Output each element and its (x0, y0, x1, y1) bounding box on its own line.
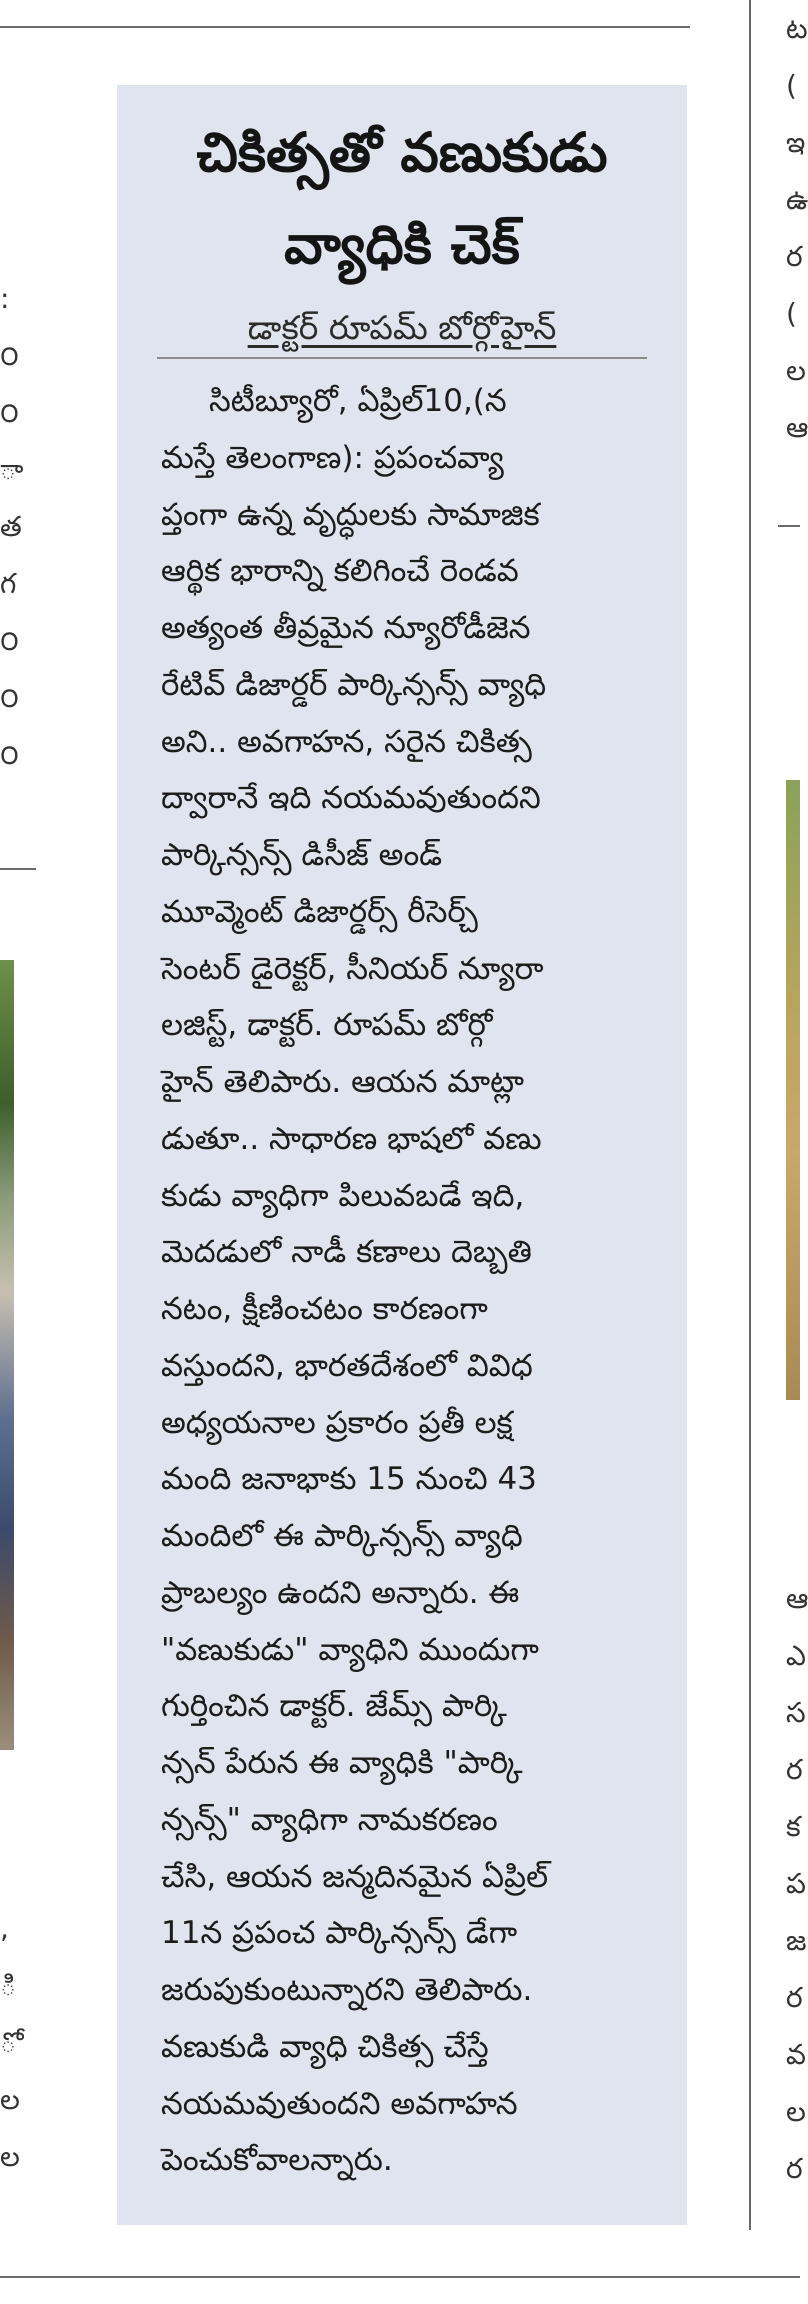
fragment-line: జ (786, 1924, 807, 1957)
fragment-line: ి (0, 1969, 17, 2002)
fragment-line: ఎ (786, 1639, 806, 1672)
fragment-line: : (0, 282, 10, 315)
body-line: మంది జనాభాకు 15 నుంచి 43 (161, 1461, 537, 1498)
fragment-line: ౦ (0, 396, 19, 429)
body-line: సిటీబ్యూరో, ఏప్రిల్10,(న (209, 383, 507, 419)
top-rule (0, 26, 690, 28)
body-line: 11న ప్రపంచ పార్కిన్సన్స్ డేగా (161, 1915, 518, 1952)
right-column-text-bottom (786, 1570, 808, 2197)
right-section-rule (778, 525, 800, 527)
fragment-line: ట (786, 12, 808, 45)
fragment-line: ర (786, 1981, 803, 2014)
body-line: సెంటర్ డైరెక్టర్, సీనియర్ న్యూరా (161, 950, 544, 987)
byline: డాక్టర్ రూపమ్ బోర్గోహైన్ (247, 308, 557, 347)
body-line: మెదడులో నాడీ కణాలు దెబ్బతి (161, 1234, 532, 1271)
fragment-line: ౦ (0, 738, 19, 771)
fragment-line: ల (0, 2140, 20, 2173)
body-line: ప్తంగా ఉన్న వృద్ధులకు సామాజిక (161, 496, 540, 533)
body-line: డుతూ.. సాధారణ భాషలో వణు (161, 1120, 542, 1157)
column-divider (749, 0, 751, 2230)
fragment-line: ప (786, 1867, 806, 1900)
fragment-line: ౦ (0, 624, 19, 657)
body-line: పెంచుకోవాలన్నారు. (161, 2142, 393, 2179)
body-line: జరుపుకుంటున్నారని తెలిపారు. (161, 1972, 533, 2008)
body-line: లజిస్ట్, డాక్టర్. రూపమ్ బోర్గో (161, 1007, 493, 1044)
body-line: మూవ్మెంట్ డిజార్డర్స్ రీసెర్చ్ (161, 893, 478, 930)
fragment-line: గ (0, 567, 17, 600)
fragment-line: , (0, 1912, 9, 1945)
right-photo-fragment (786, 780, 800, 1400)
body-line: ప్రాబల్యం ఉందని అన్నారు. ఈ (161, 1574, 520, 1611)
body-line: అని.. అవగాహన, సరైన చికిత్స (161, 723, 532, 760)
fragment-line: ర (786, 2152, 803, 2185)
body-line: అధ్యయనాల ప్రకారం ప్రతీ లక్ష (161, 1404, 513, 1441)
body-line: గుర్తించిన డాక్టర్. జేమ్స్ పార్కి (161, 1688, 507, 1725)
body-line: కుడు వ్యాధిగా పిలువబడే ఇది, (161, 1177, 525, 1214)
fragment-line: ల (786, 354, 806, 387)
fragment-line: ౦ (0, 681, 19, 714)
fragment-line: ఉ (786, 183, 808, 216)
fragment-line: ఆ (786, 411, 808, 444)
right-column-text-top (786, 0, 808, 456)
body-line: ద్వారానే ఇది నయమవుతుందని (161, 780, 541, 817)
article-body (161, 373, 661, 2189)
fragment-line: ర (786, 240, 803, 273)
fragment-line: క (786, 1810, 801, 1843)
fragment-line: ౦ (0, 339, 19, 372)
left-photo-fragment (0, 960, 14, 1750)
body-line: పార్కిన్సన్స్ డిసీజ్ అండ్ (161, 837, 443, 873)
body-line: న్సన్ పేరున ఈ వ్యాధికి "పార్కి (161, 1745, 523, 1781)
left-column-text-top (0, 270, 24, 783)
fragment-line: ఇ (786, 126, 806, 159)
body-line: రేటివ్ డిజార్డర్ పార్కిన్సన్స్ వ్యాధి (161, 666, 547, 703)
body-line: అత్యంత తీవ్రమైన న్యూరోడీజెన (161, 610, 531, 646)
body-line: హైన్ తెలిపారు. ఆయన మాట్లా (161, 1064, 524, 1100)
body-line: నటం, క్షీణించటం కారణంగా (161, 1291, 488, 1327)
body-line: వస్తుందని, భారతదేశంలో వివిధ (161, 1347, 533, 1384)
fragment-line: ఆ (786, 1582, 808, 1615)
fragment-line: త (0, 510, 22, 543)
fragment-line: ా (0, 453, 24, 486)
body-line: చేసి, ఆయన జన్మదినమైన ఏప్రిల్ (161, 1858, 549, 1895)
news-article (117, 85, 687, 2225)
headline-line-2: వ్యాధికి చెక్ (284, 213, 520, 276)
body-line: వణుకుడి వ్యాధి చికిత్స చేస్తే (161, 2028, 489, 2065)
byline-divider (157, 357, 647, 359)
fragment-line: ల (786, 2095, 806, 2128)
body-line: మందిలో ఈ పార్కిన్సన్స్ వ్యాధి (161, 1518, 523, 1554)
fragment-line: ( (786, 297, 797, 330)
fragment-line: స (786, 1696, 806, 1729)
fragment-line: ర (786, 1753, 803, 1786)
body-line: "వణుకుడు" వ్యాధిని ముందుగా (161, 1631, 539, 1668)
fragment-line: వ (786, 2038, 806, 2071)
fragment-line: ో (0, 2026, 17, 2059)
bottom-rule (0, 2276, 800, 2278)
fragment-line: ( (786, 69, 797, 102)
left-column-text-bottom (0, 1900, 20, 2185)
body-line: ఆర్థిక భారాన్ని కలిగించే రెండవ (161, 553, 519, 590)
body-line: న్సన్స్" వ్యాధిగా నామకరణం (161, 1801, 498, 1838)
left-section-rule (0, 868, 36, 870)
body-line: మస్తే తెలంగాణ): ప్రపంచవ్యా (161, 439, 504, 476)
headline-line-1: చికిత్సతో వణుకుడు (196, 121, 608, 184)
body-line: నయమవుతుందని అవగాహన (161, 2085, 518, 2122)
fragment-line: ల (0, 2083, 20, 2116)
